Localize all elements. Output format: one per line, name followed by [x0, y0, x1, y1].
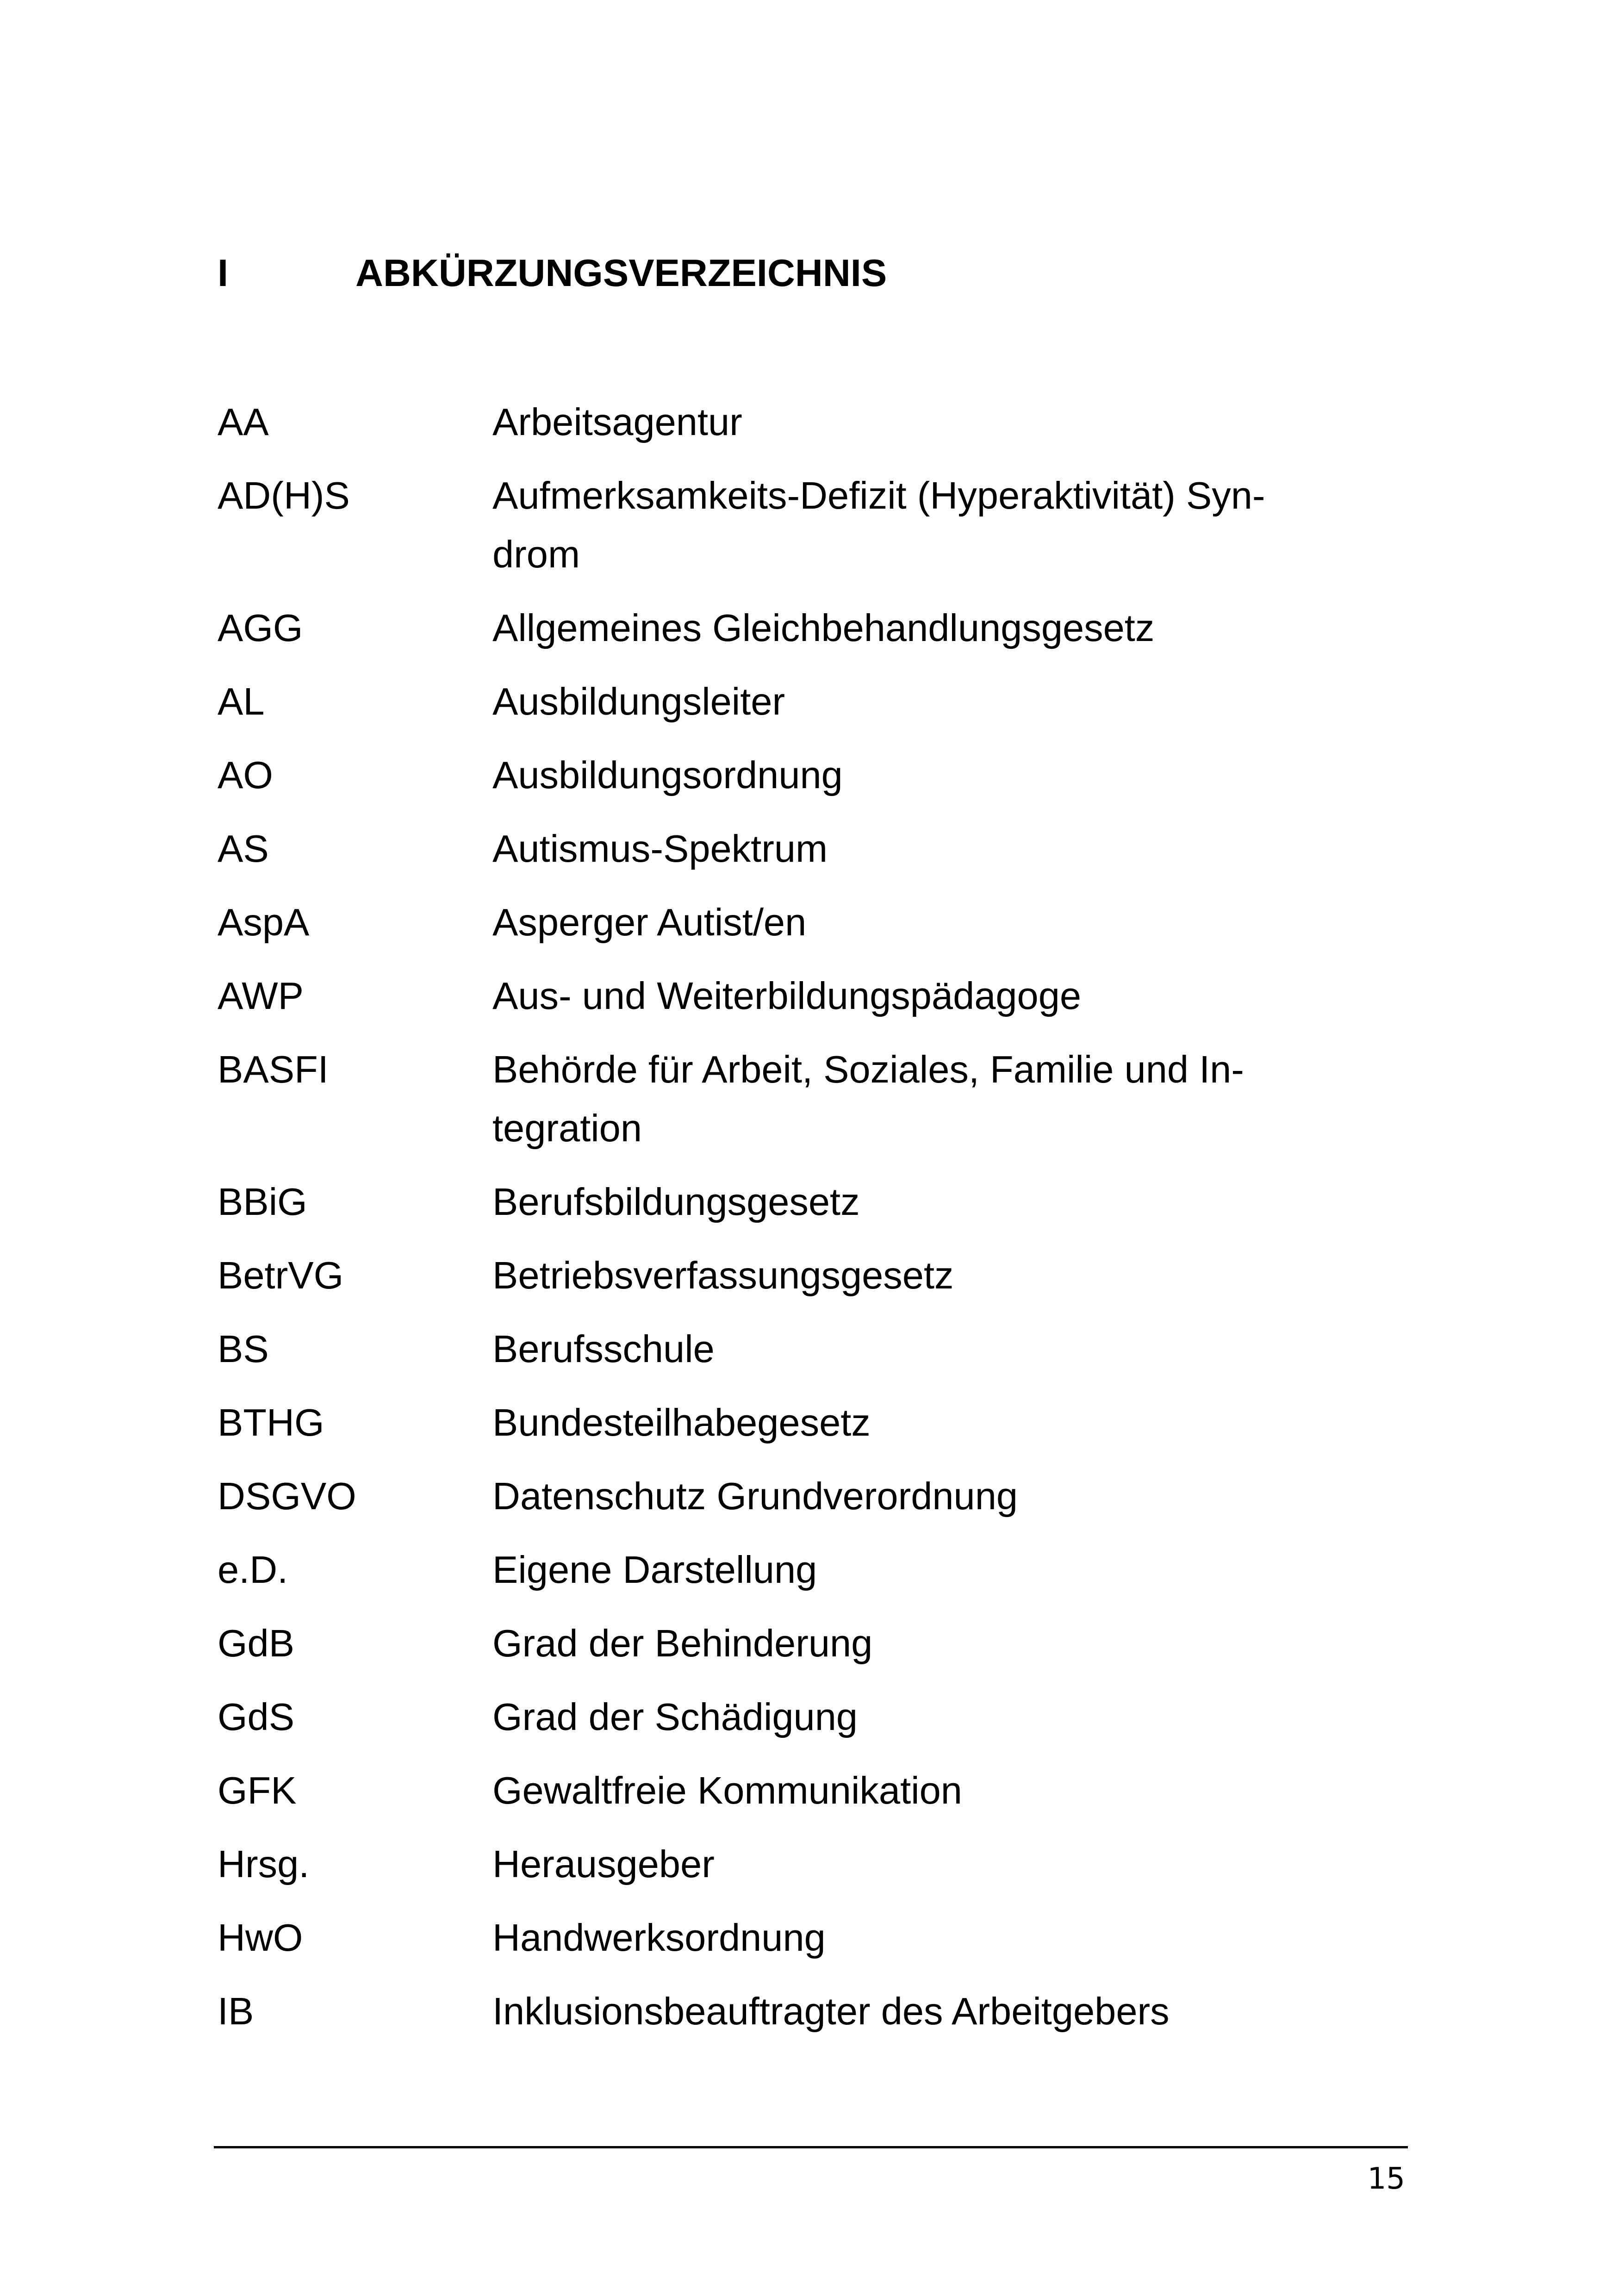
abbreviation-row — [218, 1172, 1421, 1231]
abbreviation-row — [218, 1393, 1421, 1452]
abbreviation-term: BS — [218, 1327, 269, 1370]
abbreviation-definition: Inklusionsbeauftragter des Arbeitgebers — [492, 1990, 1170, 2033]
abbreviation-term: BBiG — [218, 1180, 307, 1223]
abbreviation-definition: Eigene Darstellung — [492, 1548, 817, 1591]
abbreviation-term: HwO — [218, 1916, 303, 1959]
abbreviation-definition: Betriebsverfassungsgesetz — [492, 1254, 954, 1297]
abbreviation-term: AWP — [218, 974, 304, 1017]
abbreviation-term: BASFI — [218, 1048, 329, 1091]
abbreviation-term: AL — [218, 680, 265, 723]
abbreviation-definition: Handwerksordnung — [492, 1916, 826, 1959]
footer-divider — [214, 2146, 1408, 2148]
abbreviation-definition: Bundesteilhabegesetz — [492, 1401, 871, 1444]
section-heading — [218, 245, 1421, 301]
abbreviation-row — [218, 1687, 1421, 1746]
abbreviation-row — [218, 466, 1421, 584]
abbreviation-row — [218, 819, 1421, 878]
abbreviation-definition: Aufmerksamkeits-Defizit (Hyperaktivität) Syn- drom — [492, 474, 1265, 576]
abbreviation-row — [218, 392, 1421, 451]
abbreviation-row — [218, 1540, 1421, 1599]
abbreviation-row — [218, 893, 1421, 952]
abbreviation-term: AD(H)S — [218, 474, 350, 517]
abbreviation-term: e.D. — [218, 1548, 288, 1591]
abbreviation-definition: Berufsschule — [492, 1327, 715, 1370]
abbreviation-row — [218, 746, 1421, 804]
abbreviation-term: AO — [218, 753, 273, 796]
abbreviation-definition: Grad der Behinderung — [492, 1622, 873, 1665]
abbreviation-definition: Ausbildungsordnung — [492, 753, 843, 796]
abbreviation-term: GdB — [218, 1622, 295, 1665]
abbreviation-definition: Behörde für Arbeit, Soziales, Familie und In- tegration — [492, 1048, 1244, 1150]
abbreviation-row — [218, 1246, 1421, 1305]
abbreviation-term: BTHG — [218, 1401, 324, 1444]
abbreviation-row — [218, 1908, 1421, 1967]
abbreviation-term: Hrsg. — [218, 1842, 310, 1885]
abbreviation-term: BetrVG — [218, 1254, 344, 1297]
abbreviation-row — [218, 598, 1421, 657]
abbreviation-row — [218, 1835, 1421, 1893]
abbreviation-row — [218, 1614, 1421, 1673]
abbreviation-term: AS — [218, 827, 269, 870]
page-number: 15 — [1367, 2162, 1405, 2196]
abbreviation-row — [218, 966, 1421, 1025]
abbreviation-row — [218, 1467, 1421, 1525]
abbreviation-row — [218, 672, 1421, 731]
abbreviation-term: DSGVO — [218, 1475, 356, 1518]
abbreviation-row — [218, 1319, 1421, 1378]
abbreviation-definition: Asperger Autist/en — [492, 901, 807, 944]
abbreviation-definition: Herausgeber — [492, 1842, 715, 1885]
abbreviation-row — [218, 1982, 1421, 2041]
abbreviation-definition: Ausbildungsleiter — [492, 680, 785, 723]
abbreviation-term: IB — [218, 1990, 254, 2033]
abbreviation-row — [218, 1040, 1421, 1157]
abbreviation-definition: Allgemeines Gleichbehandlungsgesetz — [492, 606, 1155, 649]
abbreviation-row — [218, 1761, 1421, 1820]
abbreviation-term: GFK — [218, 1769, 297, 1812]
abbreviation-definition: Datenschutz Grundverordnung — [492, 1475, 1018, 1518]
abbreviation-definition: Gewaltfreie Kommunikation — [492, 1769, 962, 1812]
section-title: ABKÜRZUNGSVERZEICHNIS — [355, 251, 887, 294]
abbreviation-term: AA — [218, 400, 269, 443]
abbreviation-term: GdS — [218, 1695, 295, 1738]
abbreviation-definition: Autismus-Spektrum — [492, 827, 828, 870]
abbreviation-definition: Arbeitsagentur — [492, 400, 742, 443]
section-number: I — [218, 251, 229, 294]
abbreviation-list — [218, 392, 1421, 2055]
abbreviation-definition: Aus- und Weiterbildungspädagoge — [492, 974, 1082, 1017]
abbreviation-term: AspA — [218, 901, 310, 944]
abbreviation-term: AGG — [218, 606, 303, 649]
abbreviation-definition: Grad der Schädigung — [492, 1695, 858, 1738]
abbreviation-definition: Berufsbildungsgesetz — [492, 1180, 860, 1223]
